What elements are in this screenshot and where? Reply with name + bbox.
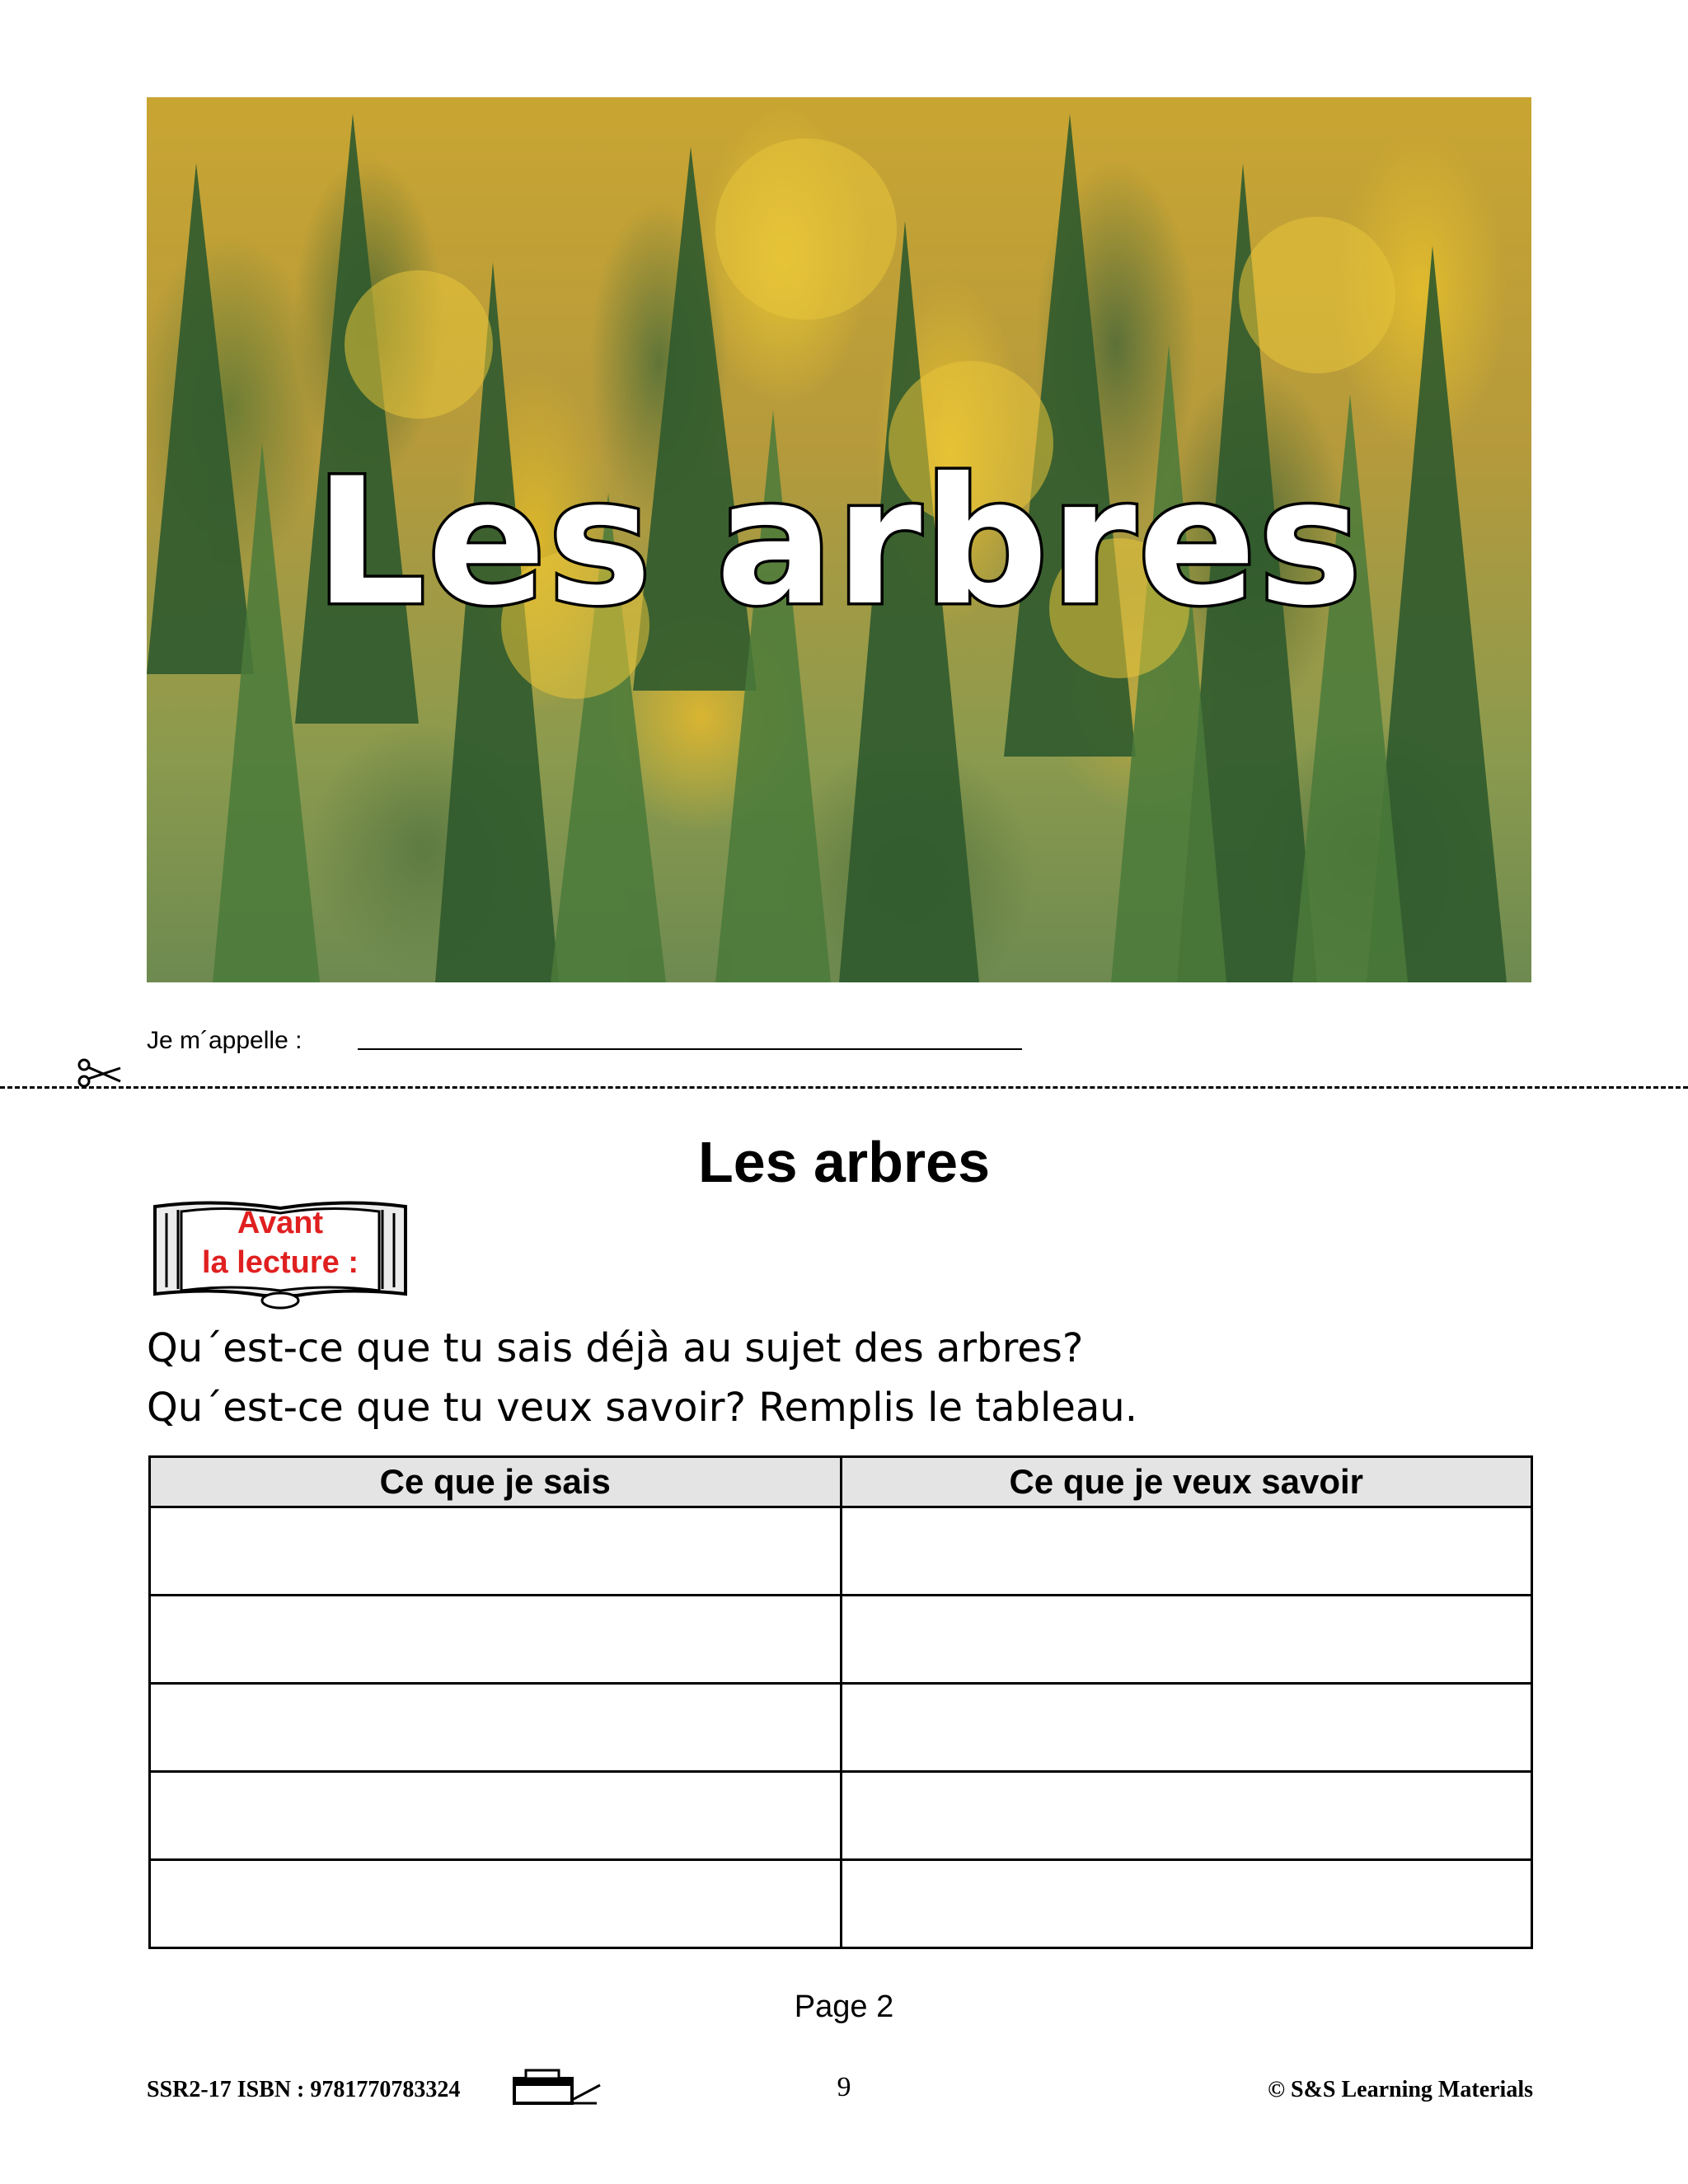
scissors-icon [76,1057,124,1090]
name-input-line[interactable] [358,1048,1022,1050]
table-row [150,1772,1532,1860]
table-cell[interactable] [841,1596,1532,1684]
footer-code-isbn: SSR2-17 ISBN : 9781770783324 [147,2077,461,2102]
footer-copyright: © S&S Learning Materials [1268,2077,1533,2102]
table-cell[interactable] [150,1684,842,1772]
question-2: Qu´est-ce que tu veux savoir? Remplis le tableau. [147,1385,1137,1431]
table-header-row [150,1457,1532,1507]
table-cell[interactable] [150,1860,842,1948]
table-cell[interactable] [150,1596,842,1684]
question-1: Qu´est-ce que tu sais déjà au sujet des arbres? [147,1325,1084,1371]
cover-photo [147,97,1531,982]
table-cell[interactable] [841,1507,1532,1596]
name-label: Je m´appelle : [147,1027,302,1054]
table-cell[interactable] [841,1772,1532,1860]
page-label: Page 2 [794,1990,894,2024]
footer-page-number: 9 [837,2072,851,2102]
cut-line [0,1086,1688,1089]
page-heading: Les arbres [697,1130,991,1194]
header-what-i-know: Ce que je sais [150,1457,842,1507]
header-what-i-want-to-know: Ce que je veux savoir [841,1457,1532,1507]
cover-title: Les arbres [314,440,1364,644]
table-cell[interactable] [150,1507,842,1596]
table-cell[interactable] [841,1684,1532,1772]
table-row [150,1507,1532,1596]
table-cell[interactable] [841,1860,1532,1948]
badge-line-2: la lecture : [201,1245,359,1280]
kw-chart-table [148,1455,1533,1949]
table-cell[interactable] [150,1772,842,1860]
badge-line-1: Avant [237,1206,324,1240]
table-row [150,1860,1532,1948]
before-reading-badge-text [157,1203,404,1282]
table-row [150,1596,1532,1684]
table-row [150,1684,1532,1772]
